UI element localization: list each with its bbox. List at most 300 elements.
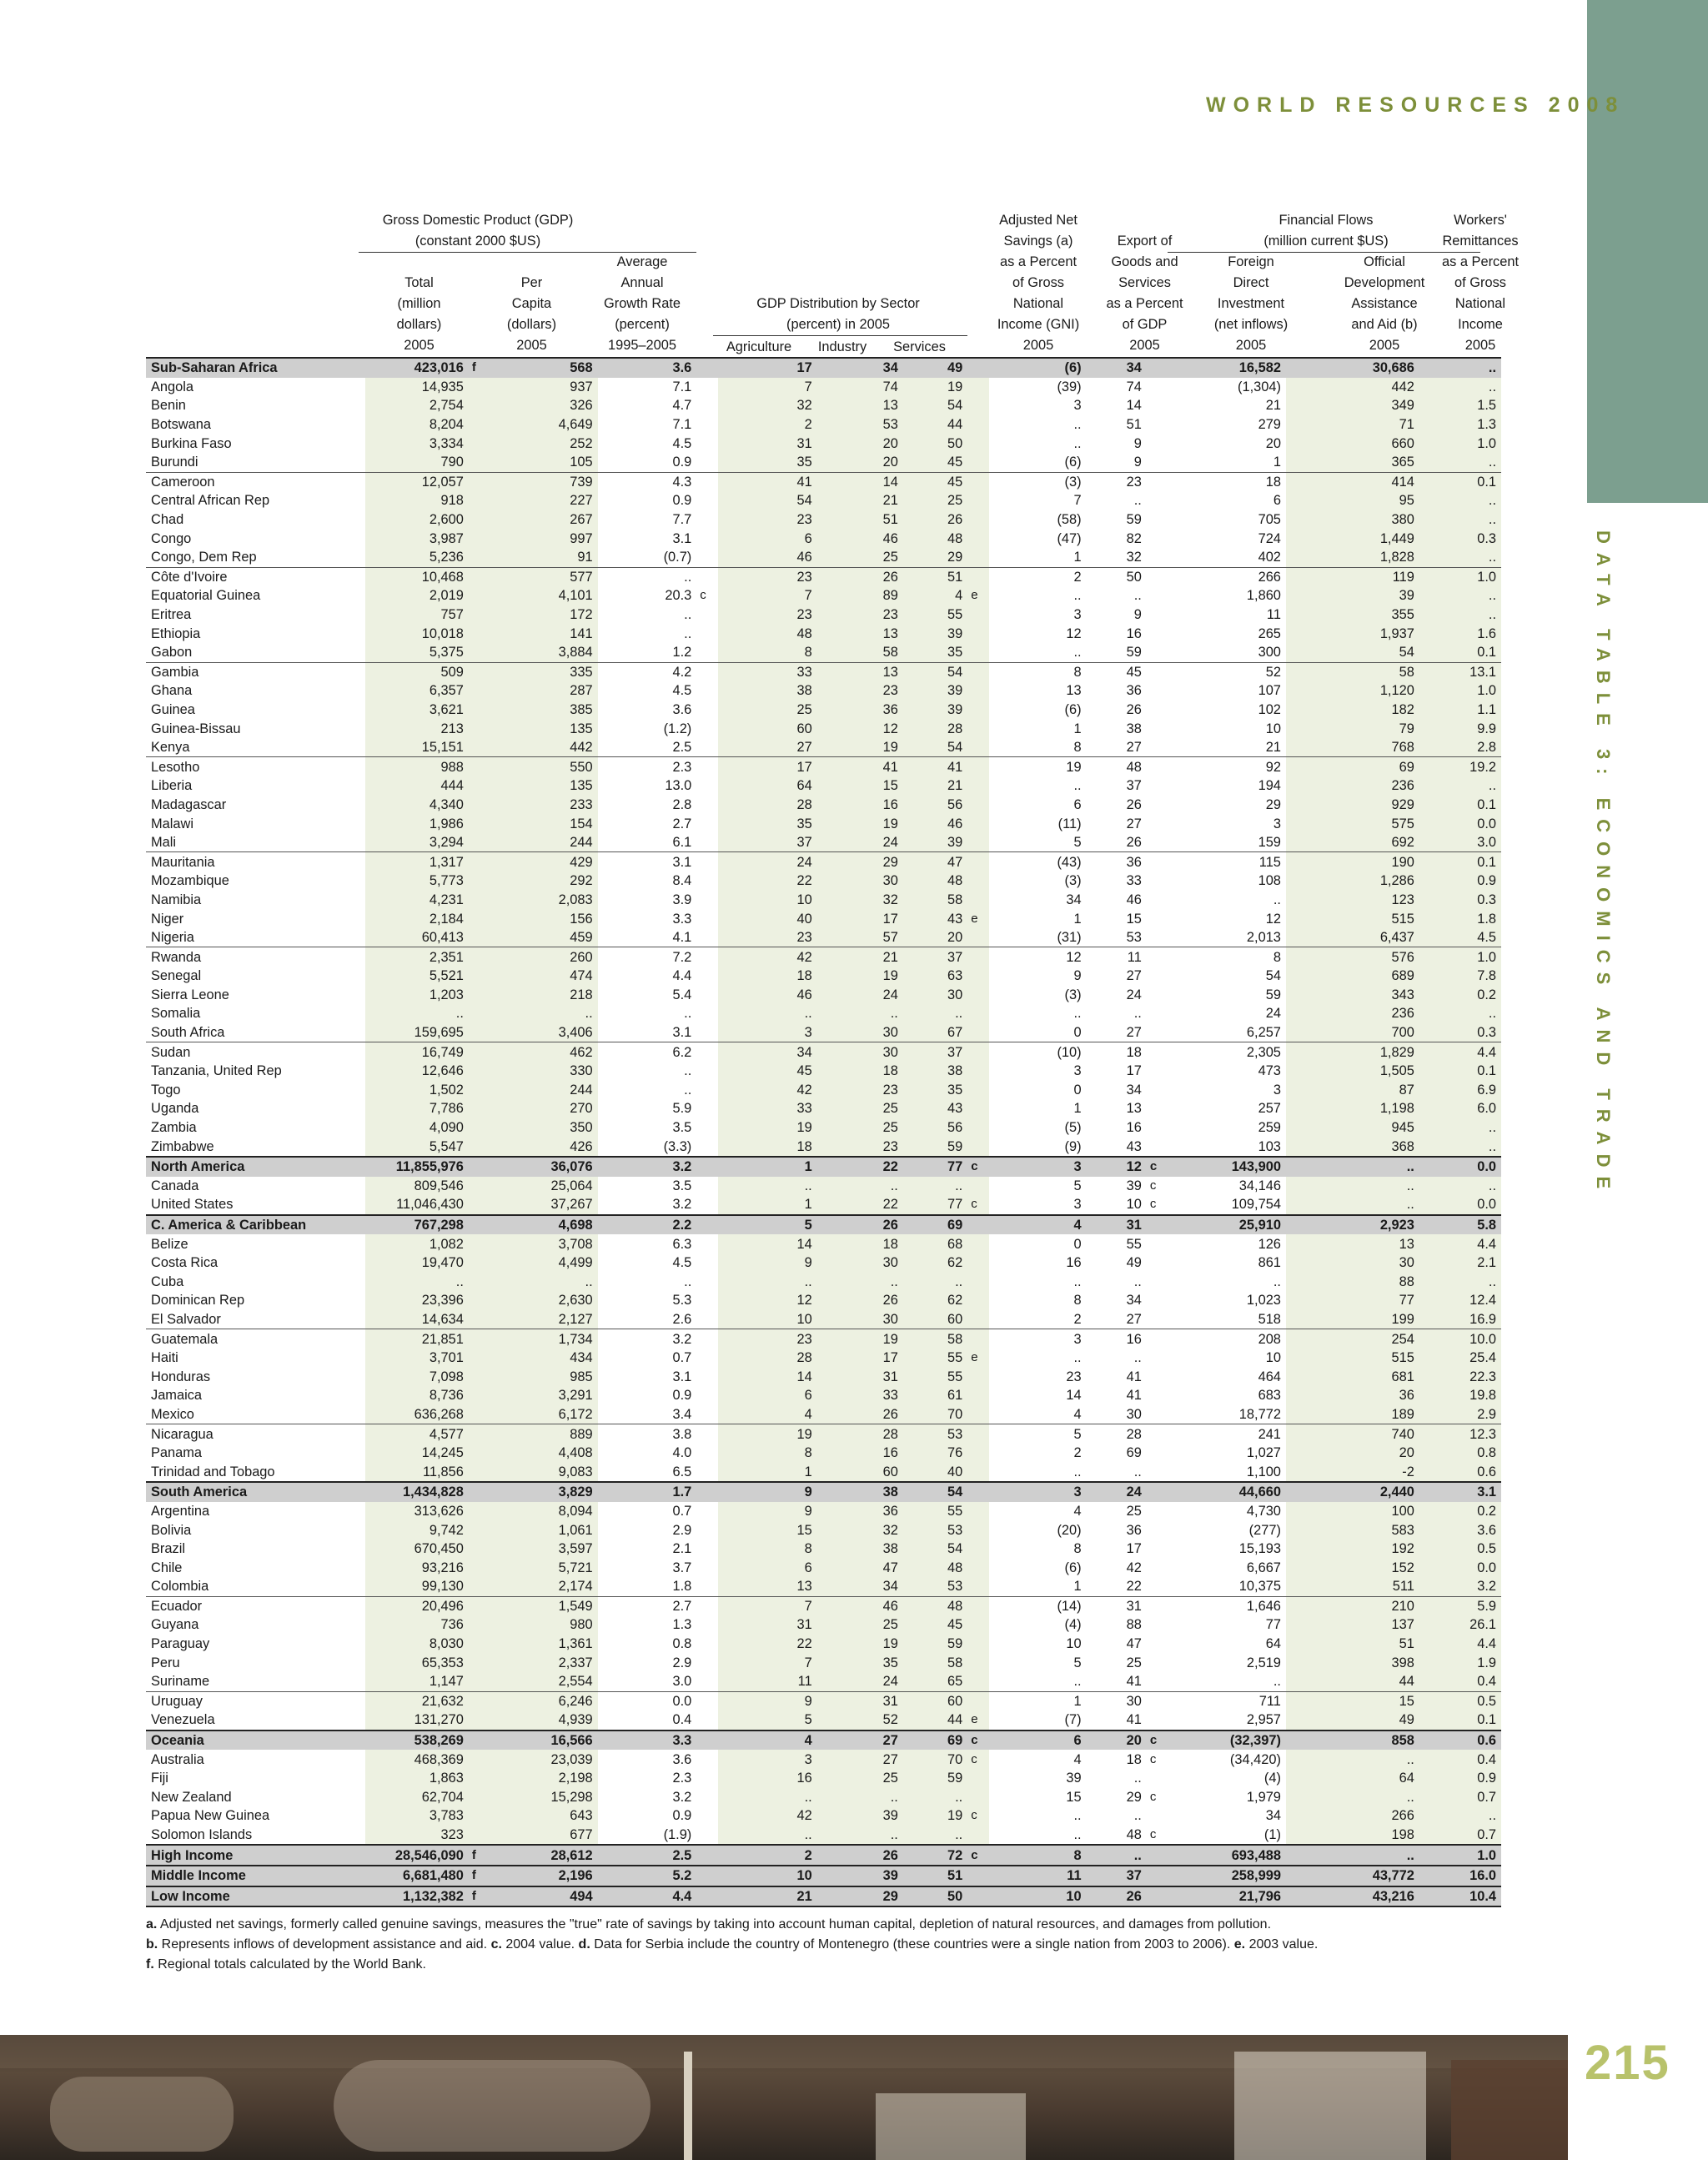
- cell-value: 10: [1265, 1350, 1281, 1366]
- cell-value: ..: [1073, 435, 1082, 451]
- cell-value: 736: [365, 1615, 469, 1635]
- cell-value: 35: [718, 814, 817, 833]
- row-name: Sub-Saharan Africa: [146, 358, 365, 378]
- cell-value: 1.7: [598, 1482, 697, 1502]
- table-row: [146, 434, 1501, 453]
- cell-value: 0.7: [1419, 1826, 1501, 1846]
- cell-footnote-flag: [967, 1234, 989, 1253]
- cell-footnote-flag: [1147, 548, 1168, 567]
- cell-value: 46: [1126, 892, 1142, 907]
- cell-value: ..: [718, 1177, 817, 1196]
- cell-value: 35: [903, 1081, 967, 1100]
- cell-value: 4,939: [490, 1710, 598, 1731]
- cell-value: 16.9: [1419, 1310, 1501, 1329]
- cell-value: 25: [1126, 1503, 1142, 1519]
- cell-value: 3: [1273, 1082, 1281, 1098]
- cell-value: 10: [718, 1866, 817, 1886]
- cell-footnote-flag: [696, 510, 718, 530]
- table-row: [146, 1520, 1501, 1540]
- cell-value: 414: [1286, 472, 1419, 491]
- cell-value: 6.9: [1419, 1081, 1501, 1100]
- cell-value: 2.5: [672, 740, 692, 756]
- cell-footnote-flag: [696, 1750, 718, 1769]
- side-color-strip: [1587, 0, 1708, 503]
- cell-footnote-flag: [1147, 833, 1168, 852]
- cell-value: 3,701: [365, 1349, 469, 1368]
- cell-value: 1,120: [1286, 681, 1419, 701]
- cell-value: 17: [1126, 1063, 1142, 1079]
- cell-value: ..: [1073, 1006, 1082, 1022]
- cell-value: 0.9: [1419, 872, 1501, 891]
- cell-footnote-flag: [469, 491, 490, 510]
- cell-value: 28: [903, 719, 967, 738]
- cell-value: 37: [1126, 778, 1142, 794]
- cell-value: 34: [1087, 358, 1147, 378]
- cell-footnote-flag: [696, 662, 718, 681]
- cell-footnote-flag: [1147, 986, 1168, 1005]
- cell-footnote-flag: [469, 852, 490, 872]
- cell-footnote-flag: [696, 701, 718, 720]
- table-row: [146, 1750, 1501, 1769]
- cell-value: 32: [817, 891, 903, 910]
- cell-value: 42: [718, 1081, 817, 1100]
- cell-footnote-flag: [1147, 1462, 1168, 1482]
- row-name: Uganda: [151, 1101, 199, 1117]
- cell-value: 64: [718, 776, 817, 796]
- cell-footnote-flag: e: [967, 1349, 989, 1368]
- col-oda-header: Official Development Assistance and Aid (b) 2005: [1344, 254, 1425, 353]
- cell-value: 636,268: [365, 1405, 469, 1424]
- cell-footnote-flag: [967, 1042, 989, 1062]
- row-name: Papua New Guinea: [151, 1808, 270, 1824]
- cell-value: ..: [598, 567, 697, 586]
- cell-value: 6: [718, 1558, 817, 1577]
- cell-value: 16: [1087, 1329, 1147, 1349]
- table-row: [146, 1386, 1501, 1405]
- cell-value: 39: [903, 701, 967, 720]
- cell-value: 58: [903, 1329, 967, 1349]
- row-name: Belize: [151, 1236, 188, 1252]
- cell-value: 2.7: [672, 816, 692, 831]
- cell-value: 16: [817, 796, 903, 815]
- cell-value: 37: [903, 1042, 967, 1062]
- cell-value: 88: [1286, 1273, 1419, 1292]
- cell-value: ..: [1419, 510, 1501, 530]
- cell-footnote-flag: [967, 453, 989, 472]
- row-name: Zimbabwe: [151, 1138, 214, 1154]
- cell-footnote-flag: [469, 814, 490, 833]
- cell-value: 43,216: [1286, 1886, 1419, 1907]
- cell-value: 350: [490, 1118, 598, 1138]
- cell-value: 4.5: [672, 683, 692, 699]
- cell-value: 515: [1286, 1349, 1419, 1368]
- cell-value: 37: [1087, 1866, 1147, 1886]
- cell-footnote-flag: [967, 1004, 989, 1023]
- cell-value: 1,361: [490, 1635, 598, 1654]
- cell-footnote-flag: c: [967, 1845, 989, 1866]
- cell-value: ..: [1073, 588, 1082, 604]
- cell-value: (1.9): [663, 1827, 692, 1843]
- cell-value: 6: [718, 529, 817, 548]
- cell-value: 0.9: [1419, 1769, 1501, 1788]
- cell-value: 13: [1126, 1101, 1142, 1117]
- cell-footnote-flag: [967, 1520, 989, 1540]
- cell-footnote-flag: [469, 909, 490, 928]
- cell-value: 3: [989, 1329, 1087, 1349]
- cell-footnote-flag: [469, 1482, 490, 1502]
- cell-footnote-flag: [967, 1424, 989, 1444]
- cell-footnote-flag: [469, 796, 490, 815]
- cell-value: 46: [817, 1596, 903, 1615]
- cell-value: 12: [1066, 625, 1082, 641]
- cell-footnote-flag: [1147, 1099, 1168, 1118]
- row-name: High Income: [146, 1845, 365, 1866]
- cell-footnote-flag: [696, 1826, 718, 1846]
- cell-value: 3.1: [672, 1369, 692, 1384]
- cell-value: 35: [718, 453, 817, 472]
- cell-value: 3: [1073, 1197, 1082, 1213]
- cell-value: 1: [989, 1691, 1087, 1710]
- cell-value: 7: [1073, 493, 1082, 509]
- cell-value: 14,634: [365, 1310, 469, 1329]
- cell-value: 45: [903, 472, 967, 491]
- cell-value: 21,632: [365, 1691, 469, 1710]
- cell-value: 55: [903, 1502, 967, 1521]
- cell-value: 20: [1286, 1444, 1419, 1463]
- cell-value: 20: [817, 453, 903, 472]
- cell-value: 1.5: [1419, 396, 1501, 415]
- cell-value: 44: [1286, 1672, 1419, 1691]
- cell-value: 44: [903, 415, 967, 435]
- cell-value: 5,773: [365, 872, 469, 891]
- cell-footnote-flag: [1147, 1502, 1168, 1521]
- cell-value: ..: [1073, 645, 1082, 661]
- cell-value: 9: [1073, 968, 1082, 984]
- cell-footnote-flag: [967, 986, 989, 1005]
- cell-value: 46: [903, 814, 967, 833]
- cell-value: 31: [718, 1615, 817, 1635]
- cell-value: (3.3): [663, 1138, 692, 1154]
- cell-footnote-flag: [696, 1731, 718, 1751]
- cell-value: 99,130: [365, 1577, 469, 1596]
- table-region-row: [146, 1215, 1501, 1235]
- cell-value: 0.7: [672, 1503, 692, 1519]
- cell-value: 32: [1126, 550, 1142, 565]
- col-total-header: Total (million dollars) 2005: [396, 275, 442, 353]
- cell-value: 7.1: [672, 417, 692, 433]
- cell-footnote-flag: [696, 986, 718, 1005]
- cell-value: 0.1: [1419, 472, 1501, 491]
- cell-value: 210: [1286, 1596, 1419, 1615]
- cell-footnote-flag: [1147, 719, 1168, 738]
- table-row: [146, 548, 1501, 567]
- cell-footnote-flag: [1147, 1710, 1168, 1731]
- cell-value: 14: [718, 1234, 817, 1253]
- cell-value: 0.9: [672, 1388, 692, 1404]
- cell-value: 4.4: [1419, 1042, 1501, 1062]
- row-name: New Zealand: [151, 1789, 232, 1805]
- col-per-capita-header: Per Capita (dollars) 2005: [506, 275, 557, 353]
- row-name: Mozambique: [151, 873, 229, 889]
- cell-value: 464: [1258, 1369, 1281, 1384]
- cell-footnote-flag: [967, 701, 989, 720]
- cell-value: 6,246: [490, 1691, 598, 1710]
- cell-value: 39: [817, 1806, 903, 1826]
- cell-value: ..: [1419, 605, 1501, 625]
- table-row: [146, 719, 1501, 738]
- cell-value: (5): [1064, 1120, 1082, 1136]
- row-name: Mauritania: [146, 852, 365, 872]
- cell-value: 3,334: [365, 434, 469, 453]
- cell-value: 37: [718, 833, 817, 852]
- cell-footnote-flag: [469, 1691, 490, 1710]
- sector-group-unit: (percent) in 2005: [786, 317, 890, 332]
- cell-value: 14,935: [365, 378, 469, 397]
- cell-value: 143,900: [1168, 1157, 1286, 1177]
- cell-footnote-flag: [967, 1462, 989, 1482]
- table-row: [146, 378, 1501, 397]
- cell-value: 0.8: [1419, 1444, 1501, 1463]
- cell-value: 5.9: [672, 1101, 692, 1117]
- cell-value: 3.9: [672, 892, 692, 907]
- cell-footnote-flag: [1147, 1596, 1168, 1615]
- cell-value: 739: [490, 472, 598, 491]
- cell-value: 2.8: [672, 796, 692, 812]
- cell-value: 0.4: [672, 1712, 692, 1728]
- cell-value: 49: [903, 358, 967, 378]
- cell-value: 568: [490, 358, 598, 378]
- cell-value: 8.4: [672, 873, 692, 889]
- cell-value: 64: [1286, 1769, 1419, 1788]
- cell-value: 22: [718, 1635, 817, 1654]
- cell-value: 4.5: [672, 1255, 692, 1271]
- cell-value: 1,132,382: [365, 1886, 469, 1907]
- cell-value: 5,236: [365, 548, 469, 567]
- cell-footnote-flag: [469, 986, 490, 1005]
- cell-value: 54: [1265, 968, 1281, 984]
- cell-value: 985: [490, 1367, 598, 1386]
- cell-value: 33: [1126, 873, 1142, 889]
- cell-value: 365: [1286, 453, 1419, 472]
- table-region-row: [146, 1731, 1501, 1751]
- cell-value: ..: [903, 1788, 967, 1807]
- cell-value: ..: [1133, 1771, 1142, 1786]
- cell-footnote-flag: [469, 1596, 490, 1615]
- cell-footnote-flag: [696, 967, 718, 986]
- cell-value: 10: [989, 1886, 1087, 1907]
- cell-value: 6,437: [1286, 928, 1419, 947]
- table-row: [146, 1291, 1501, 1310]
- cell-value: 343: [1286, 986, 1419, 1005]
- cell-value: 36: [1087, 852, 1147, 872]
- cell-footnote-flag: [967, 1866, 989, 1886]
- table-row: [146, 1635, 1501, 1654]
- table-row: [146, 1253, 1501, 1273]
- cell-footnote-flag: [1147, 852, 1168, 872]
- cell-value: ..: [1419, 378, 1501, 397]
- cell-value: 2,519: [1246, 1655, 1281, 1670]
- cell-value: ..: [1133, 1464, 1142, 1479]
- table-region-row: [146, 1157, 1501, 1177]
- cell-value: 5,721: [490, 1558, 598, 1577]
- cell-value: 1.3: [1419, 415, 1501, 435]
- cell-value: 172: [490, 605, 598, 625]
- table-row: [146, 1195, 1501, 1215]
- cell-value: (47): [1057, 530, 1082, 546]
- cell-value: 459: [490, 928, 598, 947]
- cell-value: 4: [1073, 1751, 1082, 1767]
- cell-value: 997: [490, 529, 598, 548]
- cell-value: 4,408: [490, 1444, 598, 1463]
- cell-value: ..: [1073, 1827, 1082, 1843]
- cell-value: ..: [1419, 1273, 1501, 1292]
- cell-value: 5: [718, 1215, 817, 1235]
- cell-value: 39: [817, 1866, 903, 1886]
- cell-footnote-flag: [967, 1540, 989, 1559]
- cell-footnote-flag: [967, 643, 989, 662]
- cell-value: 26: [1126, 835, 1142, 851]
- cell-value: 74: [817, 378, 903, 397]
- cell-value: 39: [903, 681, 967, 701]
- cell-footnote-flag: [1147, 738, 1168, 757]
- cell-footnote-flag: [967, 548, 989, 567]
- cell-value: 0.2: [1419, 986, 1501, 1005]
- table-row: [146, 1596, 1501, 1615]
- cell-footnote-flag: [469, 1750, 490, 1769]
- cell-value: 3,406: [490, 1023, 598, 1042]
- cell-value: 9: [1133, 435, 1142, 451]
- cell-footnote-flag: [967, 833, 989, 852]
- cell-value: 24: [718, 852, 817, 872]
- cell-value: 48: [1087, 757, 1147, 776]
- cell-value: 3.0: [672, 1674, 692, 1690]
- cell-value: 26: [817, 1291, 903, 1310]
- cell-value: 0.3: [1419, 529, 1501, 548]
- cell-footnote-flag: [967, 757, 989, 776]
- cell-value: 1.3: [672, 1617, 692, 1633]
- cell-value: 757: [365, 605, 469, 625]
- cell-value: 0.7: [672, 1350, 692, 1366]
- cell-value: 13.0: [665, 778, 692, 794]
- cell-value: 30: [817, 1310, 903, 1329]
- cell-value: 25: [1126, 1655, 1142, 1670]
- cell-value: 2,754: [365, 396, 469, 415]
- cell-value: 29: [903, 548, 967, 567]
- cell-value: 50: [1087, 567, 1147, 586]
- cell-footnote-flag: [696, 1540, 718, 1559]
- cell-value: 198: [1286, 1826, 1419, 1846]
- cell-value: 1,505: [1286, 1062, 1419, 1081]
- cell-value: 77: [903, 1195, 967, 1215]
- cell-value: 38: [718, 681, 817, 701]
- row-name: Solomon Islands: [151, 1827, 253, 1843]
- cell-value: 693,488: [1168, 1845, 1286, 1866]
- cell-value: 3,987: [365, 529, 469, 548]
- cell-value: 49: [1286, 1710, 1419, 1731]
- cell-value: 809,546: [365, 1177, 469, 1196]
- cell-value: 252: [490, 434, 598, 453]
- cell-value: 52: [1168, 662, 1286, 681]
- cell-value: ..: [817, 1004, 903, 1023]
- cell-footnote-flag: [1147, 757, 1168, 776]
- cell-value: 0.4: [1419, 1672, 1501, 1691]
- cell-footnote-flag: [469, 1769, 490, 1788]
- cell-footnote-flag: [1147, 1273, 1168, 1292]
- cell-value: 236: [1286, 1004, 1419, 1023]
- cell-footnote-flag: [469, 1710, 490, 1731]
- cell-footnote-flag: [696, 872, 718, 891]
- cell-value: 3.1: [1419, 1482, 1501, 1502]
- cell-value: 660: [1286, 434, 1419, 453]
- cell-footnote-flag: f: [469, 1886, 490, 1907]
- cell-footnote-flag: [967, 776, 989, 796]
- cell-value: 1,734: [490, 1329, 598, 1349]
- cell-value: ..: [1073, 1464, 1082, 1479]
- cell-value: 3: [1273, 816, 1281, 831]
- cell-footnote-flag: f: [469, 1845, 490, 1866]
- cell-footnote-flag: [696, 378, 718, 397]
- cell-value: 58: [903, 891, 967, 910]
- cell-footnote-flag: [1147, 1310, 1168, 1329]
- cell-footnote-flag: [967, 1291, 989, 1310]
- cell-value: 402: [1258, 550, 1281, 565]
- cell-value: 19.2: [1419, 757, 1501, 776]
- cell-value: 26: [1126, 796, 1142, 812]
- cell-value: ..: [1073, 1674, 1082, 1690]
- cell-footnote-flag: [967, 605, 989, 625]
- cell-value: 213: [365, 719, 469, 738]
- cell-value: 25,064: [490, 1177, 598, 1196]
- cell-value: 692: [1286, 833, 1419, 852]
- cell-footnote-flag: [469, 1635, 490, 1654]
- cell-value: 1: [1073, 911, 1082, 927]
- cell-value: 14: [718, 1367, 817, 1386]
- row-name: Botswana: [151, 417, 211, 433]
- cell-footnote-flag: [696, 1253, 718, 1273]
- cell-value: (9): [1064, 1138, 1082, 1154]
- cell-value: ..: [1133, 1350, 1142, 1366]
- cell-value: 59: [903, 1635, 967, 1654]
- cell-footnote-flag: [967, 491, 989, 510]
- cell-value: 102: [1258, 701, 1281, 717]
- cell-footnote-flag: [696, 643, 718, 662]
- cell-value: 34,146: [1238, 1178, 1281, 1193]
- cell-value: 1,100: [1246, 1464, 1281, 1479]
- col-services-header: Services: [893, 339, 946, 354]
- cell-value: 6: [718, 1386, 817, 1405]
- table-row: [146, 776, 1501, 796]
- cell-value: 19,470: [365, 1253, 469, 1273]
- cell-value: 24: [1087, 1482, 1147, 1502]
- row-name: Guyana: [151, 1617, 199, 1633]
- cell-value: ..: [1419, 586, 1501, 605]
- cell-value: 190: [1286, 852, 1419, 872]
- cell-value: 28: [718, 1349, 817, 1368]
- row-name: Colombia: [151, 1579, 209, 1595]
- cell-footnote-flag: [1147, 1691, 1168, 1710]
- cell-footnote-flag: [1147, 586, 1168, 605]
- cell-footnote-flag: [469, 1826, 490, 1846]
- cell-value: ..: [1419, 1137, 1501, 1157]
- cell-footnote-flag: c: [1149, 1178, 1157, 1193]
- cell-value: 43: [1126, 1138, 1142, 1154]
- cell-value: 53: [903, 1577, 967, 1596]
- cell-value: 20: [1087, 1731, 1147, 1751]
- cell-value: 241: [1168, 1424, 1286, 1444]
- cell-value: 23: [718, 605, 817, 625]
- cell-value: 14,245: [365, 1444, 469, 1463]
- cell-value: 0.0: [598, 1691, 697, 1710]
